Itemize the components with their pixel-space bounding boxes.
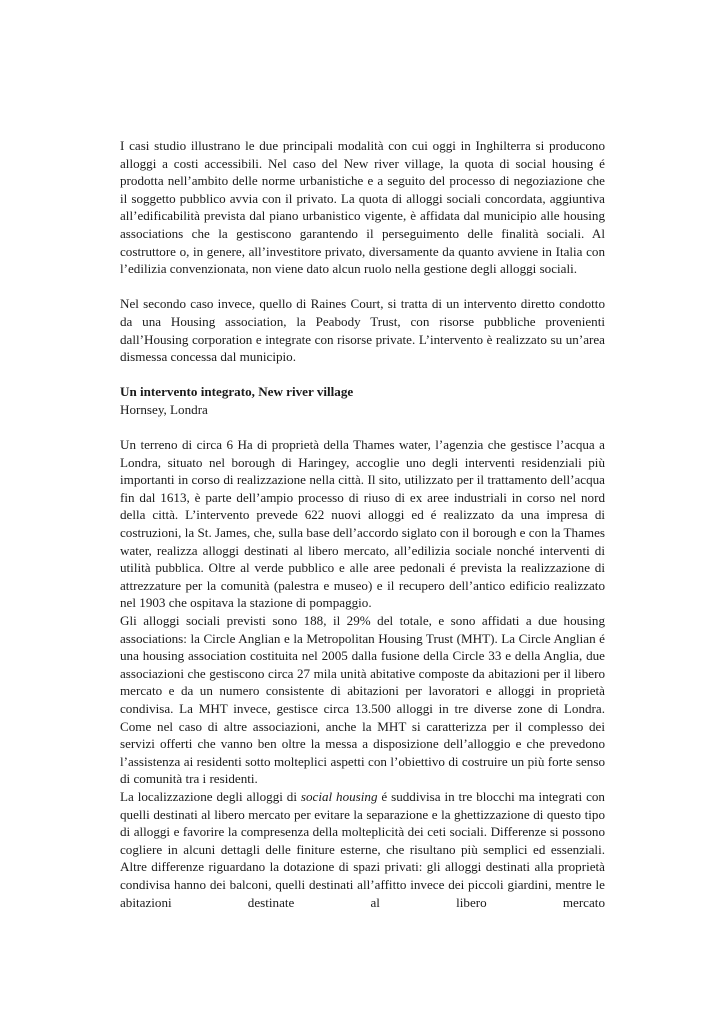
section-subheading: Hornsey, Londra <box>120 401 208 417</box>
localization-text-end: é suddivisa in tre blocchi ma integrati con quelli destinati al libero mercato per evitare la separazione e la ghettizzazione di questo tipo di alloggi e favorire la compresenza della molteplicità dei ceti sociali. Differenze si possono cogliere in alcuni dettagli delle finiture esterne, che risultano più semplici ed essenziali. Altre differenze riguardano la dotazione di spazi privati: gli alloggi destinati alla proprietà condivisa hanno dei balconi, quelli destinati all’affitto invece dei piccoli giardini, mentre le abitazioni destinate al libero mercato <box>120 788 605 910</box>
localization-text-start: La localizzazione degli alloggi di <box>120 788 301 804</box>
intro-paragraph: I casi studio illustrano le due principali modalità con cui oggi in Inghilterra si producono alloggi a costi accessibili. Nel caso del New river village, la quota di social housing é prodotta nell’ambito delle norme urbanistiche e a seguito del processo di negoziazione che il soggetto pubblico avvia con il privato. La quota di alloggi sociali concordata, aggiuntiva all’edificabilità prevista dal piano urbanistico vigente, è affidata dal municipio alle housing associations che la gestiscono garantendo il perseguimento delle finalità sociali. Al costruttore o, in genere, all’investitore privato, diversamente da quanto avviene in Italia con l’edilizia convenzionata, non viene dato alcun ruolo nella gestione degli alloggi sociali. <box>120 138 605 277</box>
second-case-paragraph: Nel secondo caso invece, quello di Raines Court, si tratta di un intervento diretto condotto da una Housing association, la Peabody Trust, con risorse pubbliche provenienti dall’Housing corporation e integrate con risorse private. L’intervento è realizzato su un’area dismessa concessa dal municipio. <box>120 296 605 365</box>
section-heading: Un intervento integrato, New river village <box>120 384 354 400</box>
site-description-paragraph: Un terreno di circa 6 Ha di proprietà della Thames water, l’agenzia che gestisce l’acqua a Londra, situato nel borough di Haringey, accoglie uno degli interventi residenziali più importanti in corso di realizzazione nella città. Il sito, utilizzato per il trattamento dell’acqua fin dal 1613, è parte dell’ampio processo di riuso di ex aree industriali in corso nel nord della città. L’intervento prevede 622 nuovi alloggi ed é realizzato da una impresa di costruzioni, la St. James, che, sulla base dell’accordo siglato con il borough e con la Thames water, realizza alloggi destinati al libero mercato, all’edilizia sociale nonché interventi di utilità pubblica. Oltre al verde pubblico e alle aree pedonali é prevista la realizzazione di attrezzature per la comunità (palestra e museo) e il recupero dell’antico edificio realizzato nel 1903 che ospitava la stazione di pompaggio. <box>120 437 605 611</box>
social-housing-paragraph: Gli alloggi sociali previsti sono 188, il 29% del totale, e sono affidati a due housing associations: la Circle Anglian e la Metropolitan Housing Trust (MHT). La Circle Anglian é una housing association costituita nel 2005 dalla fusione della Circle 33 e della Anglia, due associazioni che gestiscono circa 27 mila unità abitative composte da abitazioni per il libero mercato e da un numero consistente di abitazioni per lavoratori e alloggi in proprietà condivisa. La MHT invece, gestisce circa 13.500 alloggi in tre diverse zone di Londra. Come nel caso di altre associazioni, anche la MHT si caratterizza per il complesso dei servizi offerti che vanno ben oltre la messa a disposizione dell’alloggio e che prevedono l’assistenza ai residenti sotto molteplici aspetti con l’obiettivo di costruire un più forte senso di comunità tra i residenti. <box>120 613 605 787</box>
document-page <box>120 137 605 911</box>
localization-paragraph <box>120 788 605 911</box>
paragraph-gap <box>120 419 605 437</box>
social-housing-term: social housing <box>300 788 378 804</box>
paragraph-gap <box>120 366 605 384</box>
paragraph-gap <box>120 278 605 296</box>
